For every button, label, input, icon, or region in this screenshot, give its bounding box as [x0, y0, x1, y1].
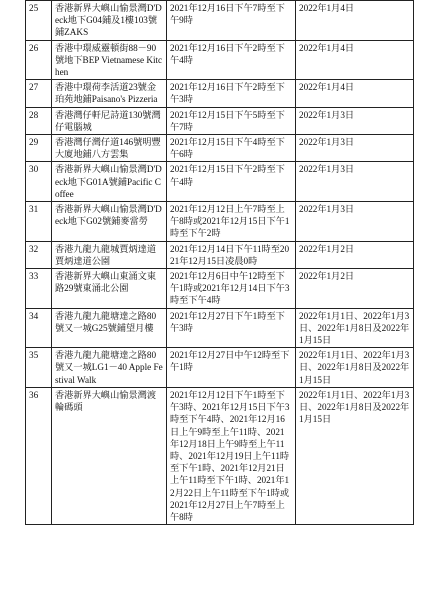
- visit-time-cell: 2021年12月12日下午1時至下午3時、2021年12月15日下午3時至下午4時、2021年12月16日上午9時至上午11時、2021年12月18日上午9時至上午11時、2021年12月19日上午11時至下午1時、2021年12月21日上午11時至下午1時、2021年12月22日上午11時至下午1時或2021年12月27日上午7時至上午8時: [167, 387, 296, 524]
- row-number: 33: [26, 269, 52, 309]
- table-row: [26, 107, 414, 134]
- visit-time-cell: 2021年12月16日下午2時至下午3時: [167, 80, 296, 107]
- row-number: 27: [26, 80, 52, 107]
- visit-time-cell: 2021年12月15日下午4時至下午6時: [167, 135, 296, 162]
- venue-table: [25, 0, 414, 525]
- table-row: [26, 162, 414, 202]
- row-number: 36: [26, 387, 52, 524]
- row-number: 30: [26, 162, 52, 202]
- visit-time-cell: 2021年12月27日下午1時至下午3時: [167, 308, 296, 348]
- location-cell: 香港新界大嶼山愉景灣D'Deck地下G04鋪及1樓103號鋪ZAKS: [52, 1, 167, 41]
- location-cell: 香港新界大嶼山愉景灣D'Deck地下G01A號鋪Pacific Coffee: [52, 162, 167, 202]
- test-date-cell: 2022年1月3日: [296, 202, 414, 242]
- location-cell: 香港灣仔軒尼詩道130號灣仔電腦城: [52, 107, 167, 134]
- location-cell: 香港中環荷李活道23號金珀苑地鋪Paisano's Pizzeria: [52, 80, 167, 107]
- visit-time-cell: 2021年12月16日下午7時至下午9時: [167, 1, 296, 41]
- test-date-cell: 2022年1月1日、2022年1月3日、2022年1月8日及2022年1月15日: [296, 387, 414, 524]
- test-date-cell: 2022年1月4日: [296, 1, 414, 41]
- location-cell: 香港新界大嶼山愉景灣D'Deck地下G02號鋪麥當勞: [52, 202, 167, 242]
- document-page: [25, 0, 414, 525]
- visit-time-cell: 2021年12月16日下午2時至下午4時: [167, 40, 296, 80]
- venue-table-body: [26, 1, 414, 525]
- location-cell: 香港九龍九龍城賈炳達道賈炳達道公園: [52, 241, 167, 268]
- row-number: 31: [26, 202, 52, 242]
- test-date-cell: 2022年1月4日: [296, 80, 414, 107]
- visit-time-cell: 2021年12月27日中午12時至下午1時: [167, 348, 296, 388]
- test-date-cell: 2022年1月3日: [296, 162, 414, 202]
- row-number: 29: [26, 135, 52, 162]
- test-date-cell: 2022年1月2日: [296, 241, 414, 268]
- location-cell: 香港灣仔灣仔道146號明豐大廈地鋪八方雲集: [52, 135, 167, 162]
- location-cell: 香港中環威靈頓街88－90號地下BEP Vietnamese Kitchen: [52, 40, 167, 80]
- row-number: 32: [26, 241, 52, 268]
- visit-time-cell: 2021年12月14日下午11時至2021年12月15日凌晨0時: [167, 241, 296, 268]
- table-row: [26, 135, 414, 162]
- test-date-cell: 2022年1月4日: [296, 40, 414, 80]
- table-row: [26, 348, 414, 388]
- table-row: [26, 1, 414, 41]
- table-row: [26, 241, 414, 268]
- test-date-cell: 2022年1月3日: [296, 135, 414, 162]
- table-row: [26, 387, 414, 524]
- visit-time-cell: 2021年12月15日下午2時至下午4時: [167, 162, 296, 202]
- table-row: [26, 308, 414, 348]
- visit-time-cell: 2021年12月12日上午7時至上午8時或2021年12月15日下午1時至下午2時: [167, 202, 296, 242]
- table-row: [26, 269, 414, 309]
- row-number: 28: [26, 107, 52, 134]
- table-row: [26, 80, 414, 107]
- table-row: [26, 40, 414, 80]
- location-cell: 香港九龍九龍塘達之路80號又一城LG1－40 Apple Festival Walk: [52, 348, 167, 388]
- visit-time-cell: 2021年12月6日中午12時至下午1時或2021年12月14日下午3時至下午4時: [167, 269, 296, 309]
- row-number: 35: [26, 348, 52, 388]
- location-cell: 香港新界大嶼山東涌文東路29號東涌北公園: [52, 269, 167, 309]
- visit-time-cell: 2021年12月15日下午5時至下午7時: [167, 107, 296, 134]
- table-row: [26, 202, 414, 242]
- location-cell: 香港九龍九龍塘達之路80號又一城G25號鋪望月樓: [52, 308, 167, 348]
- test-date-cell: 2022年1月1日、2022年1月3日、2022年1月8日及2022年1月15日: [296, 348, 414, 388]
- location-cell: 香港新界大嶼山愉景灣渡輪碼頭: [52, 387, 167, 524]
- test-date-cell: 2022年1月3日: [296, 107, 414, 134]
- test-date-cell: 2022年1月2日: [296, 269, 414, 309]
- row-number: 26: [26, 40, 52, 80]
- row-number: 25: [26, 1, 52, 41]
- test-date-cell: 2022年1月1日、2022年1月3日、2022年1月8日及2022年1月15日: [296, 308, 414, 348]
- row-number: 34: [26, 308, 52, 348]
